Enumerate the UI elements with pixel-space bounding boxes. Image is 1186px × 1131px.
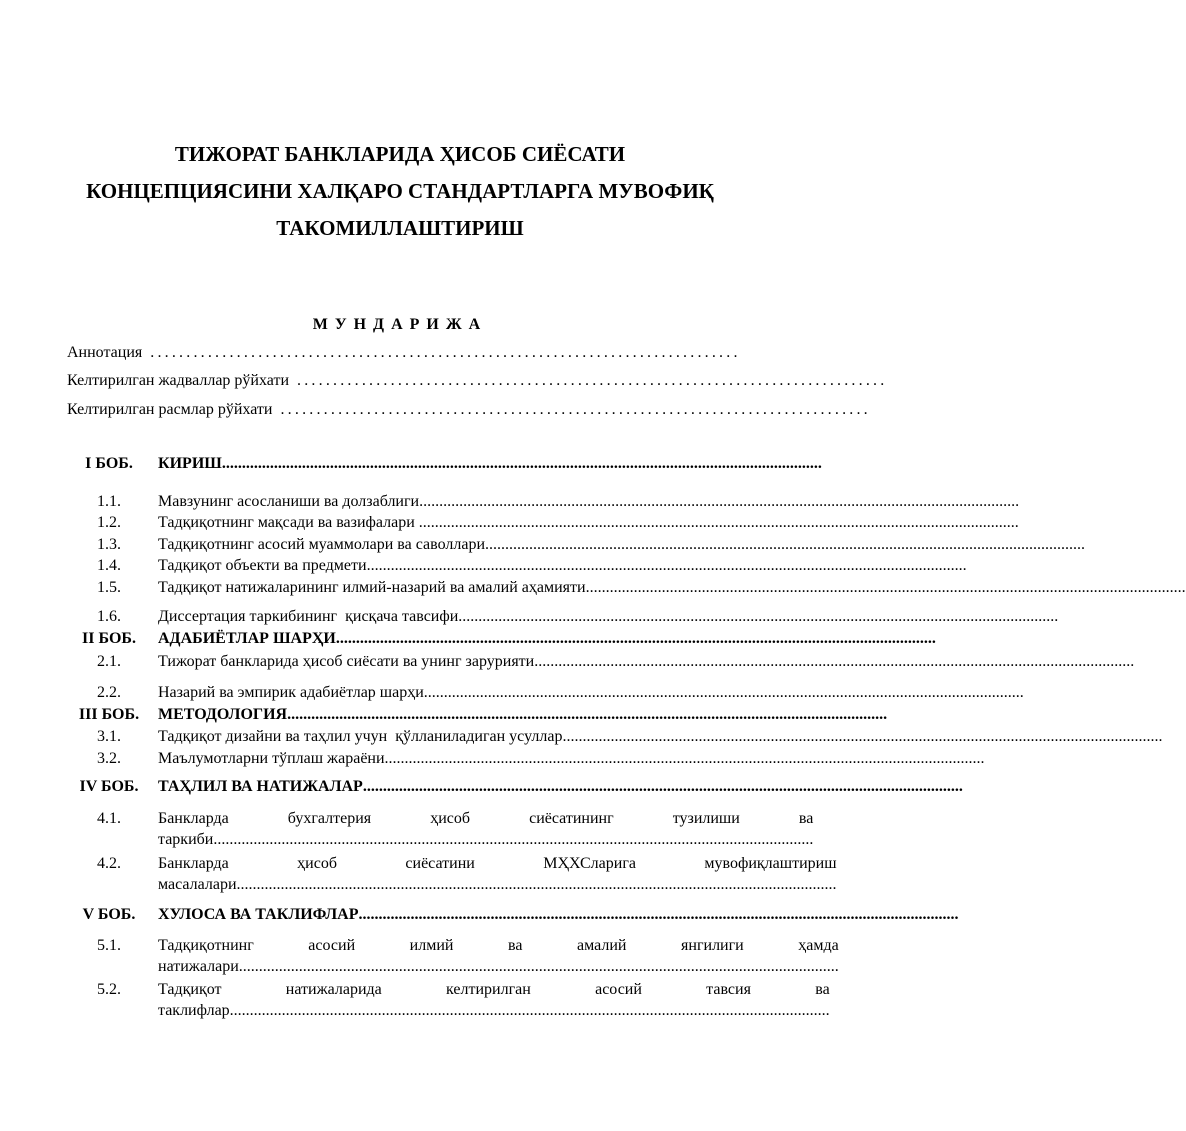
toc-number: II БОБ. <box>82 630 136 647</box>
toc-number: 2.2. <box>97 684 121 701</box>
toc-section-3-1[interactable] <box>60 726 1163 747</box>
toc-leader: .................................................................................. <box>150 344 741 361</box>
toc-leader: ...................................................................................................................................................... <box>238 958 839 975</box>
toc-leader: ...................................................................................................................................................... <box>221 455 822 472</box>
toc-entry-label-line-2: масалалари <box>158 876 237 893</box>
toc-chapter-2[interactable] <box>60 628 936 649</box>
toc-entry-label: Аннотация <box>67 344 143 361</box>
toc-number: 1.2. <box>97 514 121 531</box>
title-line-2: КОНЦЕПЦИЯСИНИ ХАЛҚАРО СТАНДАРТЛАРГА МУВОФИҚ <box>86 179 714 203</box>
toc-entry-label-line-2: таклифлар <box>158 1002 230 1019</box>
toc-number: V БОБ. <box>82 906 136 923</box>
toc-entry-tables-list[interactable] <box>67 372 888 392</box>
toc-entry-label: Келтирилган расмлар рўйхати <box>67 401 273 418</box>
toc-entry-label: Тадқиқот объекти ва предмети <box>158 557 367 574</box>
toc-heading: МУНДАРИЖА <box>312 316 488 333</box>
toc-entry-label: Тадқиқотнинг асосий муаммолари ва саволлари <box>158 536 485 553</box>
toc-leader: ...................................................................................................................................................... <box>423 684 1024 701</box>
toc-leader: ...................................................................................................................................................... <box>458 608 1059 625</box>
document-title <box>40 136 760 247</box>
toc-section-1-3[interactable] <box>60 534 1085 555</box>
toc-leader: ...................................................................................................................................................... <box>585 579 1186 596</box>
toc-leader: ...................................................................................................................................................... <box>236 876 837 893</box>
toc-entry-label: ТАҲЛИЛ ВА НАТИЖАЛАР <box>158 778 363 795</box>
toc-number: 4.1. <box>97 810 121 827</box>
toc-entry-label-line-1: Тадқиқот натижаларида келтирилган асосий тавсия ва <box>158 981 830 998</box>
toc-leader: ...................................................................................................................................................... <box>418 514 1019 531</box>
toc-leader: ...................................................................................................................................................... <box>335 630 936 647</box>
toc-number: 5.2. <box>97 981 121 998</box>
title-line-1: ТИЖОРАТ БАНКЛАРИДА ҲИСОБ СИЁСАТИ <box>174 142 626 166</box>
toc-number: 5.1. <box>97 937 121 954</box>
toc-section-5-1[interactable] <box>60 935 839 977</box>
toc-entry-label: Тижорат банкларида ҳисоб сиёсати ва унинг зарурияти <box>158 653 535 670</box>
toc-section-1-6[interactable] <box>60 606 1059 627</box>
toc-section-4-2[interactable] <box>60 853 837 895</box>
toc-number: 3.2. <box>97 750 121 767</box>
toc-entry-label: Тадқиқот натижаларининг илмий-назарий ва амалий аҳамияти <box>158 579 586 596</box>
toc-entry-label: КИРИШ <box>158 455 222 472</box>
toc-chapter-1[interactable] <box>60 453 822 474</box>
toc-leader: ...................................................................................................................................................... <box>485 536 1085 553</box>
toc-number: 4.2. <box>97 855 121 872</box>
toc-number: 2.1. <box>97 653 121 670</box>
toc-section-5-2[interactable] <box>60 979 830 1021</box>
toc-entry-label-line-1: Банкларда бухгалтерия ҳисоб сиёсатининг тузилиши ва <box>158 810 814 827</box>
toc-number: IV БОБ. <box>79 778 139 795</box>
toc-leader: ...................................................................................................................................................... <box>384 750 985 767</box>
toc-entry-label: Келтирилган жадваллар рўйхати <box>67 372 290 389</box>
toc-leader: ...................................................................................................................................................... <box>366 557 967 574</box>
toc-entry-label-line-2: таркиби <box>158 831 214 848</box>
toc-entry-label: АДАБИЁТЛАР ШАРҲИ <box>158 630 336 647</box>
toc-entry-label: ХУЛОСА ВА ТАКЛИФЛАР <box>158 906 359 923</box>
toc-leader: ...................................................................................................................................................... <box>362 778 963 795</box>
toc-entry-label: Мавзунинг асосланиши ва долзаблиги <box>158 493 420 510</box>
toc-leader: .................................................................................. <box>297 372 888 389</box>
toc-chapter-3[interactable] <box>60 704 888 725</box>
title-line-3: ТАКОМИЛЛАШТИРИШ <box>276 216 524 240</box>
toc-entry-label: МЕТОДОЛОГИЯ <box>158 706 288 723</box>
toc-chapter-5[interactable] <box>60 904 959 925</box>
toc-number: 1.5. <box>97 579 121 596</box>
toc-leader: .................................................................................. <box>280 401 871 418</box>
toc-number: 1.4. <box>97 557 121 574</box>
toc-leader: ...................................................................................................................................................... <box>562 728 1163 745</box>
toc-section-2-1[interactable] <box>60 651 1135 672</box>
toc-number: III БОБ. <box>78 706 140 723</box>
toc-number: I БОБ. <box>85 455 133 472</box>
toc-entry-label: Диссертация таркибининг қисқача тавсифи <box>158 608 459 625</box>
toc-entry-label: Тадқиқотнинг мақсади ва вазифалари <box>158 514 419 531</box>
toc-section-4-1[interactable] <box>60 808 814 850</box>
toc-entry-label: Тадқиқот дизайни ва таҳлил учун қўлланиладиган усуллар <box>158 728 563 745</box>
toc-number: 1.6. <box>97 608 121 625</box>
toc-leader: ...................................................................................................................................................... <box>358 906 959 923</box>
toc-section-3-2[interactable] <box>60 748 985 769</box>
toc-entry-annotation[interactable] <box>67 344 741 364</box>
toc-chapter-4[interactable] <box>60 776 963 797</box>
toc-leader: ...................................................................................................................................................... <box>213 831 814 848</box>
toc-number: 3.1. <box>97 728 121 745</box>
toc-entry-label-line-1: Банкларда ҳисоб сиёсатини МҲХСларига мувофиқлаштириш <box>158 855 837 872</box>
toc-number: 1.1. <box>97 493 121 510</box>
toc-section-1-4[interactable] <box>60 555 967 576</box>
toc-entry-label: Маълумотларни тўплаш жараёни <box>158 750 385 767</box>
toc-leader: ...................................................................................................................................................... <box>534 653 1135 670</box>
toc-entry-label-line-1: Тадқиқотнинг асосий илмий ва амалий янгилиги ҳамда <box>158 937 839 954</box>
toc-number: 1.3. <box>97 536 121 553</box>
toc-entry-label: Назарий ва эмпирик адабиётлар шарҳи <box>158 684 424 701</box>
toc-section-2-2[interactable] <box>60 682 1024 703</box>
toc-section-1-1[interactable] <box>60 491 1020 512</box>
toc-leader: ...................................................................................................................................................... <box>287 706 888 723</box>
toc-section-1-5[interactable] <box>60 577 1186 598</box>
toc-entry-label-line-2: натижалари <box>158 958 239 975</box>
toc-leader: ...................................................................................................................................................... <box>419 493 1020 510</box>
toc-leader: ...................................................................................................................................................... <box>229 1002 830 1019</box>
toc-entry-figures-list[interactable] <box>67 401 871 421</box>
toc-section-1-2[interactable] <box>60 512 1019 533</box>
